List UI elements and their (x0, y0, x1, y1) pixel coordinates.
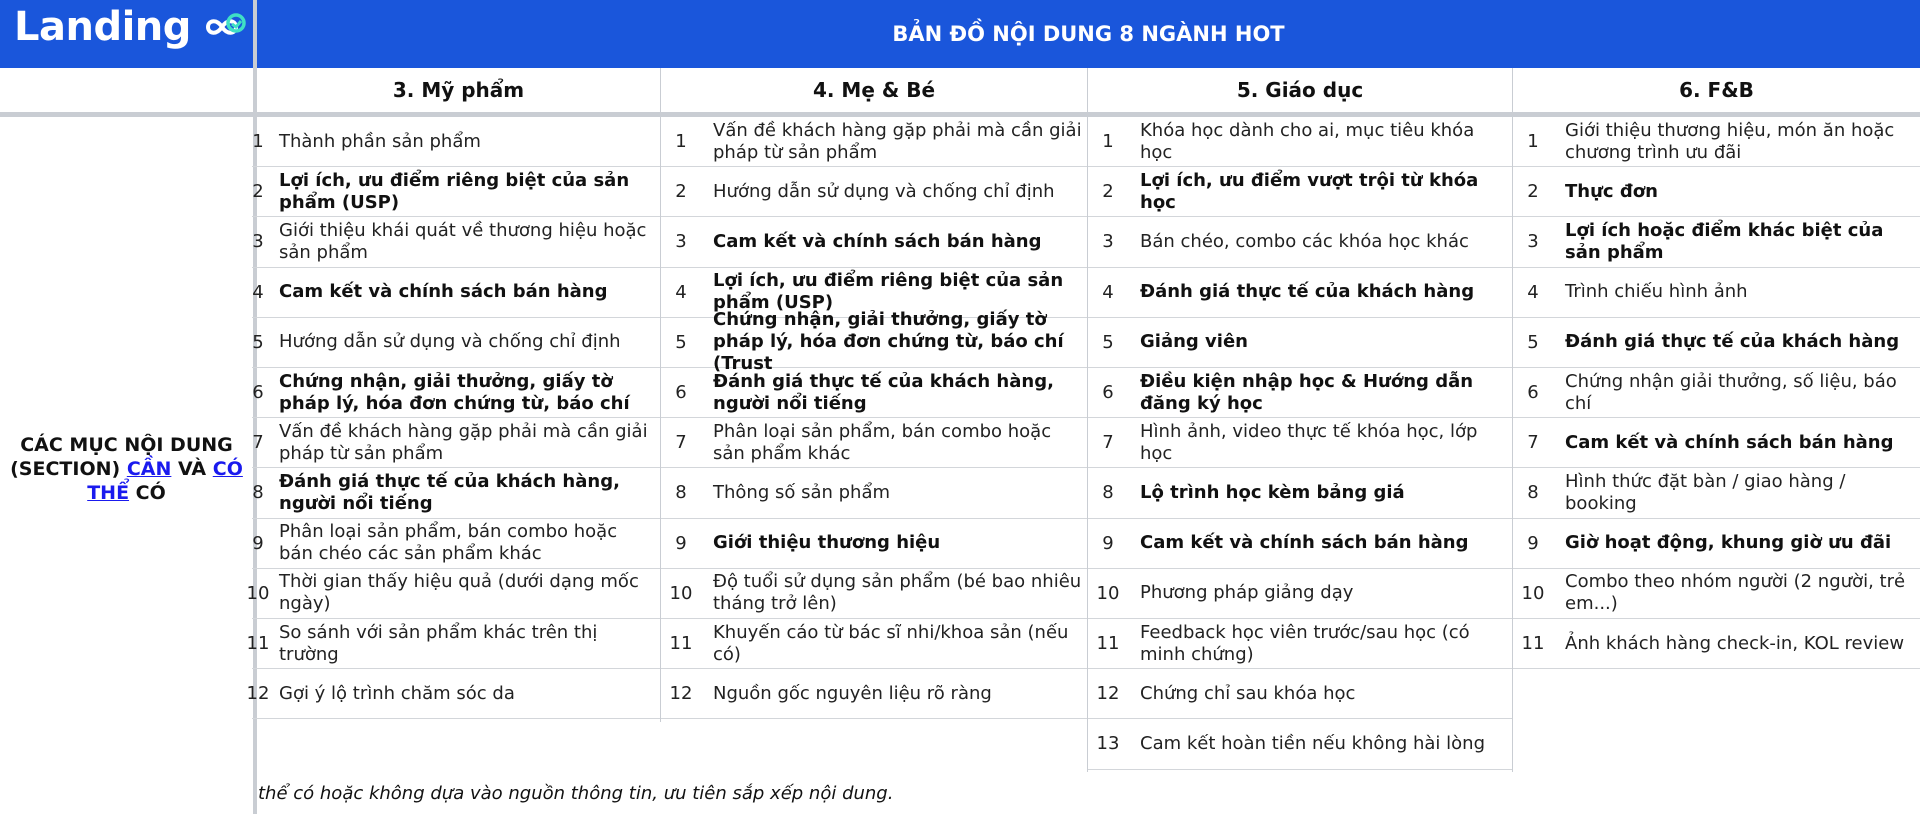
item-label: Thông số sản phẩm (713, 481, 891, 503)
list-item (252, 418, 660, 468)
item-label: Giờ hoạt động, khung giờ ưu đãi (1565, 532, 1892, 554)
list-item (661, 569, 1087, 619)
item-number: 1 (675, 131, 687, 153)
list-item (246, 619, 660, 669)
item-text (713, 167, 1083, 216)
list-item (252, 268, 660, 318)
footer-note: thể có hoặc không dựa vào nguồn thông tin, ưu tiên sắp xếp nội dung. (258, 783, 894, 804)
list-item (1513, 619, 1920, 669)
item-label: Cam kết và chính sách bán hàng (1140, 532, 1469, 554)
column-header-me-be: 4. Mẹ & Bé (812, 78, 936, 102)
item-number: 6 (252, 382, 264, 404)
section-label-word-highlight: CÓ (212, 458, 243, 480)
list-item (1513, 569, 1920, 619)
column-header-giao-duc: 5. Giáo dục (1236, 78, 1364, 102)
item-label: Thực đơn (1565, 180, 1658, 202)
item-text (279, 418, 656, 467)
item-text (1140, 619, 1508, 668)
item-label: Đánh giá thực tế của khách hàng (1140, 281, 1475, 303)
item-label: Combo theo nhóm người (2 người, trẻ em...) (1565, 571, 1906, 615)
item-text (1140, 368, 1508, 417)
item-label: Lợi ích, ưu điểm vượt trội từ khóa học (1140, 169, 1479, 213)
item-label: Chứng nhận, giải thưởng, giấy tờ pháp lý, hóa đơn chứng từ, báo chí (279, 370, 630, 414)
item-number: 5 (1527, 331, 1539, 353)
list-item (1088, 569, 1512, 619)
item-number: 10 (246, 582, 270, 604)
item-text (1140, 569, 1508, 618)
item-label: Giảng viên (1140, 331, 1248, 353)
list-item (1088, 318, 1512, 368)
item-text (1140, 719, 1508, 768)
item-number: 8 (1527, 482, 1539, 504)
item-number: 7 (675, 432, 687, 454)
item-text (1565, 468, 1916, 517)
list-item (1513, 418, 1920, 468)
item-text (1140, 167, 1508, 216)
item-label: Chứng nhận giải thưởng, số liệu, báo chí (1565, 370, 1897, 414)
item-text (279, 468, 656, 517)
list-item (1513, 468, 1920, 518)
item-number: 11 (1521, 633, 1545, 655)
list-item (1088, 468, 1512, 518)
item-number: 3 (675, 231, 687, 253)
list-item (1513, 167, 1920, 217)
list-item (1088, 619, 1512, 669)
section-label-word-highlight: THỂ (87, 482, 130, 504)
list-item (1513, 268, 1920, 318)
item-text (713, 217, 1083, 266)
item-number: 4 (1102, 281, 1114, 303)
item-text (1565, 519, 1916, 568)
item-number: 9 (675, 532, 687, 554)
page-title: BẢN ĐỒ NỘI DUNG 8 NGÀNH HOT (892, 22, 1285, 46)
item-text (1565, 268, 1916, 317)
item-number: 11 (1096, 633, 1120, 655)
item-label: Phân loại sản phẩm, bán combo hoặc sản phẩm khác (713, 420, 1052, 464)
item-number: 1 (1102, 131, 1114, 153)
item-text (1140, 519, 1508, 568)
item-label: Hướng dẫn sử dụng và chống chỉ định (279, 331, 621, 353)
section-label-line (0, 457, 253, 481)
list-item (1088, 167, 1512, 217)
item-text (713, 309, 1083, 375)
item-label: So sánh với sản phẩm khác trên thị trường (279, 621, 598, 665)
section-label-line: CÁC MỤC NỘI DUNG (20, 434, 233, 456)
item-text (279, 167, 656, 216)
list-item (1088, 268, 1512, 318)
item-text (279, 619, 656, 668)
item-label: Ảnh khách hàng check-in, KOL review (1565, 632, 1905, 654)
list-item (661, 468, 1087, 518)
item-text (1140, 268, 1508, 317)
item-number: 5 (252, 331, 264, 353)
item-text (1565, 318, 1916, 367)
item-number: 8 (252, 482, 264, 504)
item-number: 6 (1527, 382, 1539, 404)
item-number: 1 (1527, 131, 1539, 153)
item-text (1140, 117, 1508, 166)
item-label: Lợi ích, ưu điểm riêng biệt của sản phẩm (USP) (279, 169, 630, 213)
item-number: 9 (252, 532, 264, 554)
item-text (279, 669, 656, 718)
list-item (661, 519, 1087, 569)
item-label: Thời gian thấy hiệu quả (dưới dạng mốc ngày) (279, 571, 639, 615)
list-item (1513, 519, 1920, 569)
list-item (1513, 318, 1920, 368)
item-number: 2 (675, 181, 687, 203)
item-text (1565, 167, 1916, 216)
item-number: 3 (1102, 231, 1114, 253)
item-label: Phương pháp giảng dạy (1140, 582, 1354, 604)
item-number: 9 (1527, 532, 1539, 554)
item-label: Độ tuổi sử dụng sản phẩm (bé bao nhiêu tháng trở lên) (713, 571, 1082, 615)
list-item (1088, 418, 1512, 468)
list-item (252, 468, 660, 518)
list-item (1513, 368, 1920, 418)
list-item (246, 669, 660, 719)
item-label: Hình thức đặt bàn / giao hàng / booking (1565, 470, 1846, 514)
column-header-my-pham: 3. Mỹ phẩm (392, 78, 525, 102)
item-number: 4 (1527, 281, 1539, 303)
item-label: Giới thiệu thương hiệu, món ăn hoặc chương trình ưu đãi (1565, 119, 1895, 163)
item-text (713, 569, 1083, 618)
item-text (279, 318, 656, 367)
item-number: 8 (1102, 482, 1114, 504)
list-item (252, 519, 660, 569)
list-item (661, 117, 1087, 167)
item-number: 5 (1102, 331, 1114, 353)
item-label: Hình ảnh, video thực tế khóa học, lớp học (1140, 420, 1478, 464)
item-number: 10 (669, 582, 693, 604)
item-number: 12 (669, 683, 693, 705)
item-label: Chứng nhận, giải thưởng, giấy tờ pháp lý, hóa đơn chứng từ, báo chí (Trust (713, 309, 1064, 375)
item-number: 2 (252, 181, 264, 203)
item-label: Điều kiện nhập học & Hướng dẫn đăng ký học (1140, 370, 1474, 414)
item-text (713, 368, 1083, 417)
item-label: Gợi ý lộ trình chăm sóc da (279, 682, 515, 704)
section-label-word: VÀ (178, 458, 207, 480)
item-label: Vấn đề khách hàng gặp phải mà cần giải pháp từ sản phẩm (279, 420, 648, 464)
item-label: Giới thiệu khái quát về thương hiệu hoặc sản phẩm (279, 219, 647, 263)
list-item (1088, 519, 1512, 569)
item-text (279, 268, 656, 317)
logo-text: Landing (14, 4, 191, 50)
list-item (661, 669, 1087, 719)
item-number: 5 (675, 331, 687, 353)
item-text (1565, 368, 1916, 417)
item-label: Lợi ích hoặc điểm khác biệt của sản phẩm (1565, 219, 1884, 263)
item-text (1565, 117, 1916, 166)
item-label: Lợi ích, ưu điểm riêng biệt của sản phẩm (USP) (713, 270, 1064, 314)
item-label: Đánh giá thực tế của khách hàng (1565, 331, 1900, 353)
list-item (1513, 117, 1920, 167)
item-number: 4 (252, 281, 264, 303)
item-label: Hướng dẫn sử dụng và chống chỉ định (713, 180, 1055, 202)
item-label: Lộ trình học kèm bảng giá (1140, 481, 1405, 503)
item-number: 10 (1096, 582, 1120, 604)
item-number: 1 (252, 131, 264, 153)
item-number: 6 (675, 382, 687, 404)
list-item (1088, 719, 1512, 769)
item-text (279, 368, 656, 417)
list-item (246, 569, 660, 619)
item-label: Nguồn gốc nguyên liệu rõ ràng (713, 682, 992, 704)
item-text (1140, 468, 1508, 517)
item-text (713, 669, 1083, 718)
item-number: 11 (246, 633, 270, 655)
item-label: Chứng chỉ sau khóa học (1140, 682, 1356, 704)
item-text (713, 418, 1083, 467)
brand-logo[interactable] (14, 4, 246, 50)
item-number: 2 (1102, 181, 1114, 203)
item-number: 12 (246, 683, 270, 705)
item-number: 8 (675, 482, 687, 504)
item-text (1140, 669, 1508, 718)
item-text (1565, 418, 1916, 467)
item-number: 7 (252, 432, 264, 454)
list-item (1513, 217, 1920, 267)
list-item (661, 217, 1087, 267)
item-label: Đánh giá thực tế của khách hàng, người nổi tiếng (279, 470, 620, 514)
item-label: Giới thiệu thương hiệu (713, 532, 941, 554)
item-label: Phân loại sản phẩm, bán combo hoặc bán chéo các sản phẩm khác (279, 521, 618, 565)
item-number: 10 (1521, 582, 1545, 604)
item-number: 2 (1527, 181, 1539, 203)
item-text (1565, 619, 1916, 668)
item-text (279, 117, 656, 166)
item-label: Bán chéo, combo các khóa học khác (1140, 230, 1469, 252)
item-number: 3 (1527, 231, 1539, 253)
item-text (713, 619, 1083, 668)
item-label: Thành phần sản phẩm (279, 130, 481, 152)
section-label-word: (SECTION) (10, 458, 121, 480)
list-item (661, 368, 1087, 418)
item-number: 3 (252, 231, 264, 253)
item-label: Cam kết và chính sách bán hàng (279, 281, 608, 303)
logo-infinity-icon (200, 10, 246, 44)
list-item (661, 167, 1087, 217)
list-item (1088, 669, 1512, 719)
item-text (713, 468, 1083, 517)
item-number: 6 (1102, 382, 1114, 404)
item-number: 12 (1096, 683, 1120, 705)
item-number: 9 (1102, 532, 1114, 554)
section-label-word: CÓ (135, 482, 166, 504)
list-item (661, 619, 1087, 669)
item-text (1140, 418, 1508, 467)
item-text (279, 569, 656, 618)
list-item (252, 167, 660, 217)
list-item (1088, 368, 1512, 418)
item-text (713, 117, 1083, 166)
item-label: Cam kết và chính sách bán hàng (713, 230, 1042, 252)
item-label: Đánh giá thực tế của khách hàng, người nổi tiếng (713, 370, 1054, 414)
item-text (1565, 569, 1916, 618)
item-text (279, 217, 656, 266)
item-text (1565, 217, 1916, 266)
item-number: 4 (675, 281, 687, 303)
item-label: Feedback học viên trước/sau học (có minh chứng) (1140, 621, 1470, 665)
item-label: Cam kết và chính sách bán hàng (1565, 431, 1894, 453)
item-number: 7 (1102, 432, 1114, 454)
item-text (1140, 318, 1508, 367)
column-header-fnb: 6. F&B (1679, 78, 1754, 102)
list-item (252, 318, 660, 368)
item-number: 11 (669, 633, 693, 655)
section-label (0, 433, 253, 505)
item-text (279, 519, 656, 568)
list-item (1088, 217, 1512, 267)
item-label: Trình chiếu hình ảnh (1565, 281, 1748, 303)
item-text (713, 519, 1083, 568)
item-label: Cam kết hoàn tiền nếu không hài lòng (1140, 732, 1485, 754)
item-number: 13 (1096, 733, 1120, 755)
list-item (661, 309, 1087, 375)
item-label: Khóa học dành cho ai, mục tiêu khóa học (1140, 119, 1475, 163)
list-item (661, 418, 1087, 468)
section-label-line (0, 481, 253, 505)
item-number: 7 (1527, 432, 1539, 454)
list-item (252, 368, 660, 418)
item-label: Khuyến cáo từ bác sĩ nhi/khoa sản (nếu có) (713, 621, 1069, 665)
list-item (1088, 117, 1512, 167)
list-item (252, 217, 660, 267)
list-item (252, 117, 660, 167)
item-label: Vấn đề khách hàng gặp phải mà cần giải pháp từ sản phẩm (713, 119, 1082, 163)
section-label-word-highlight: CẦN (126, 458, 172, 480)
item-text (1140, 217, 1508, 266)
